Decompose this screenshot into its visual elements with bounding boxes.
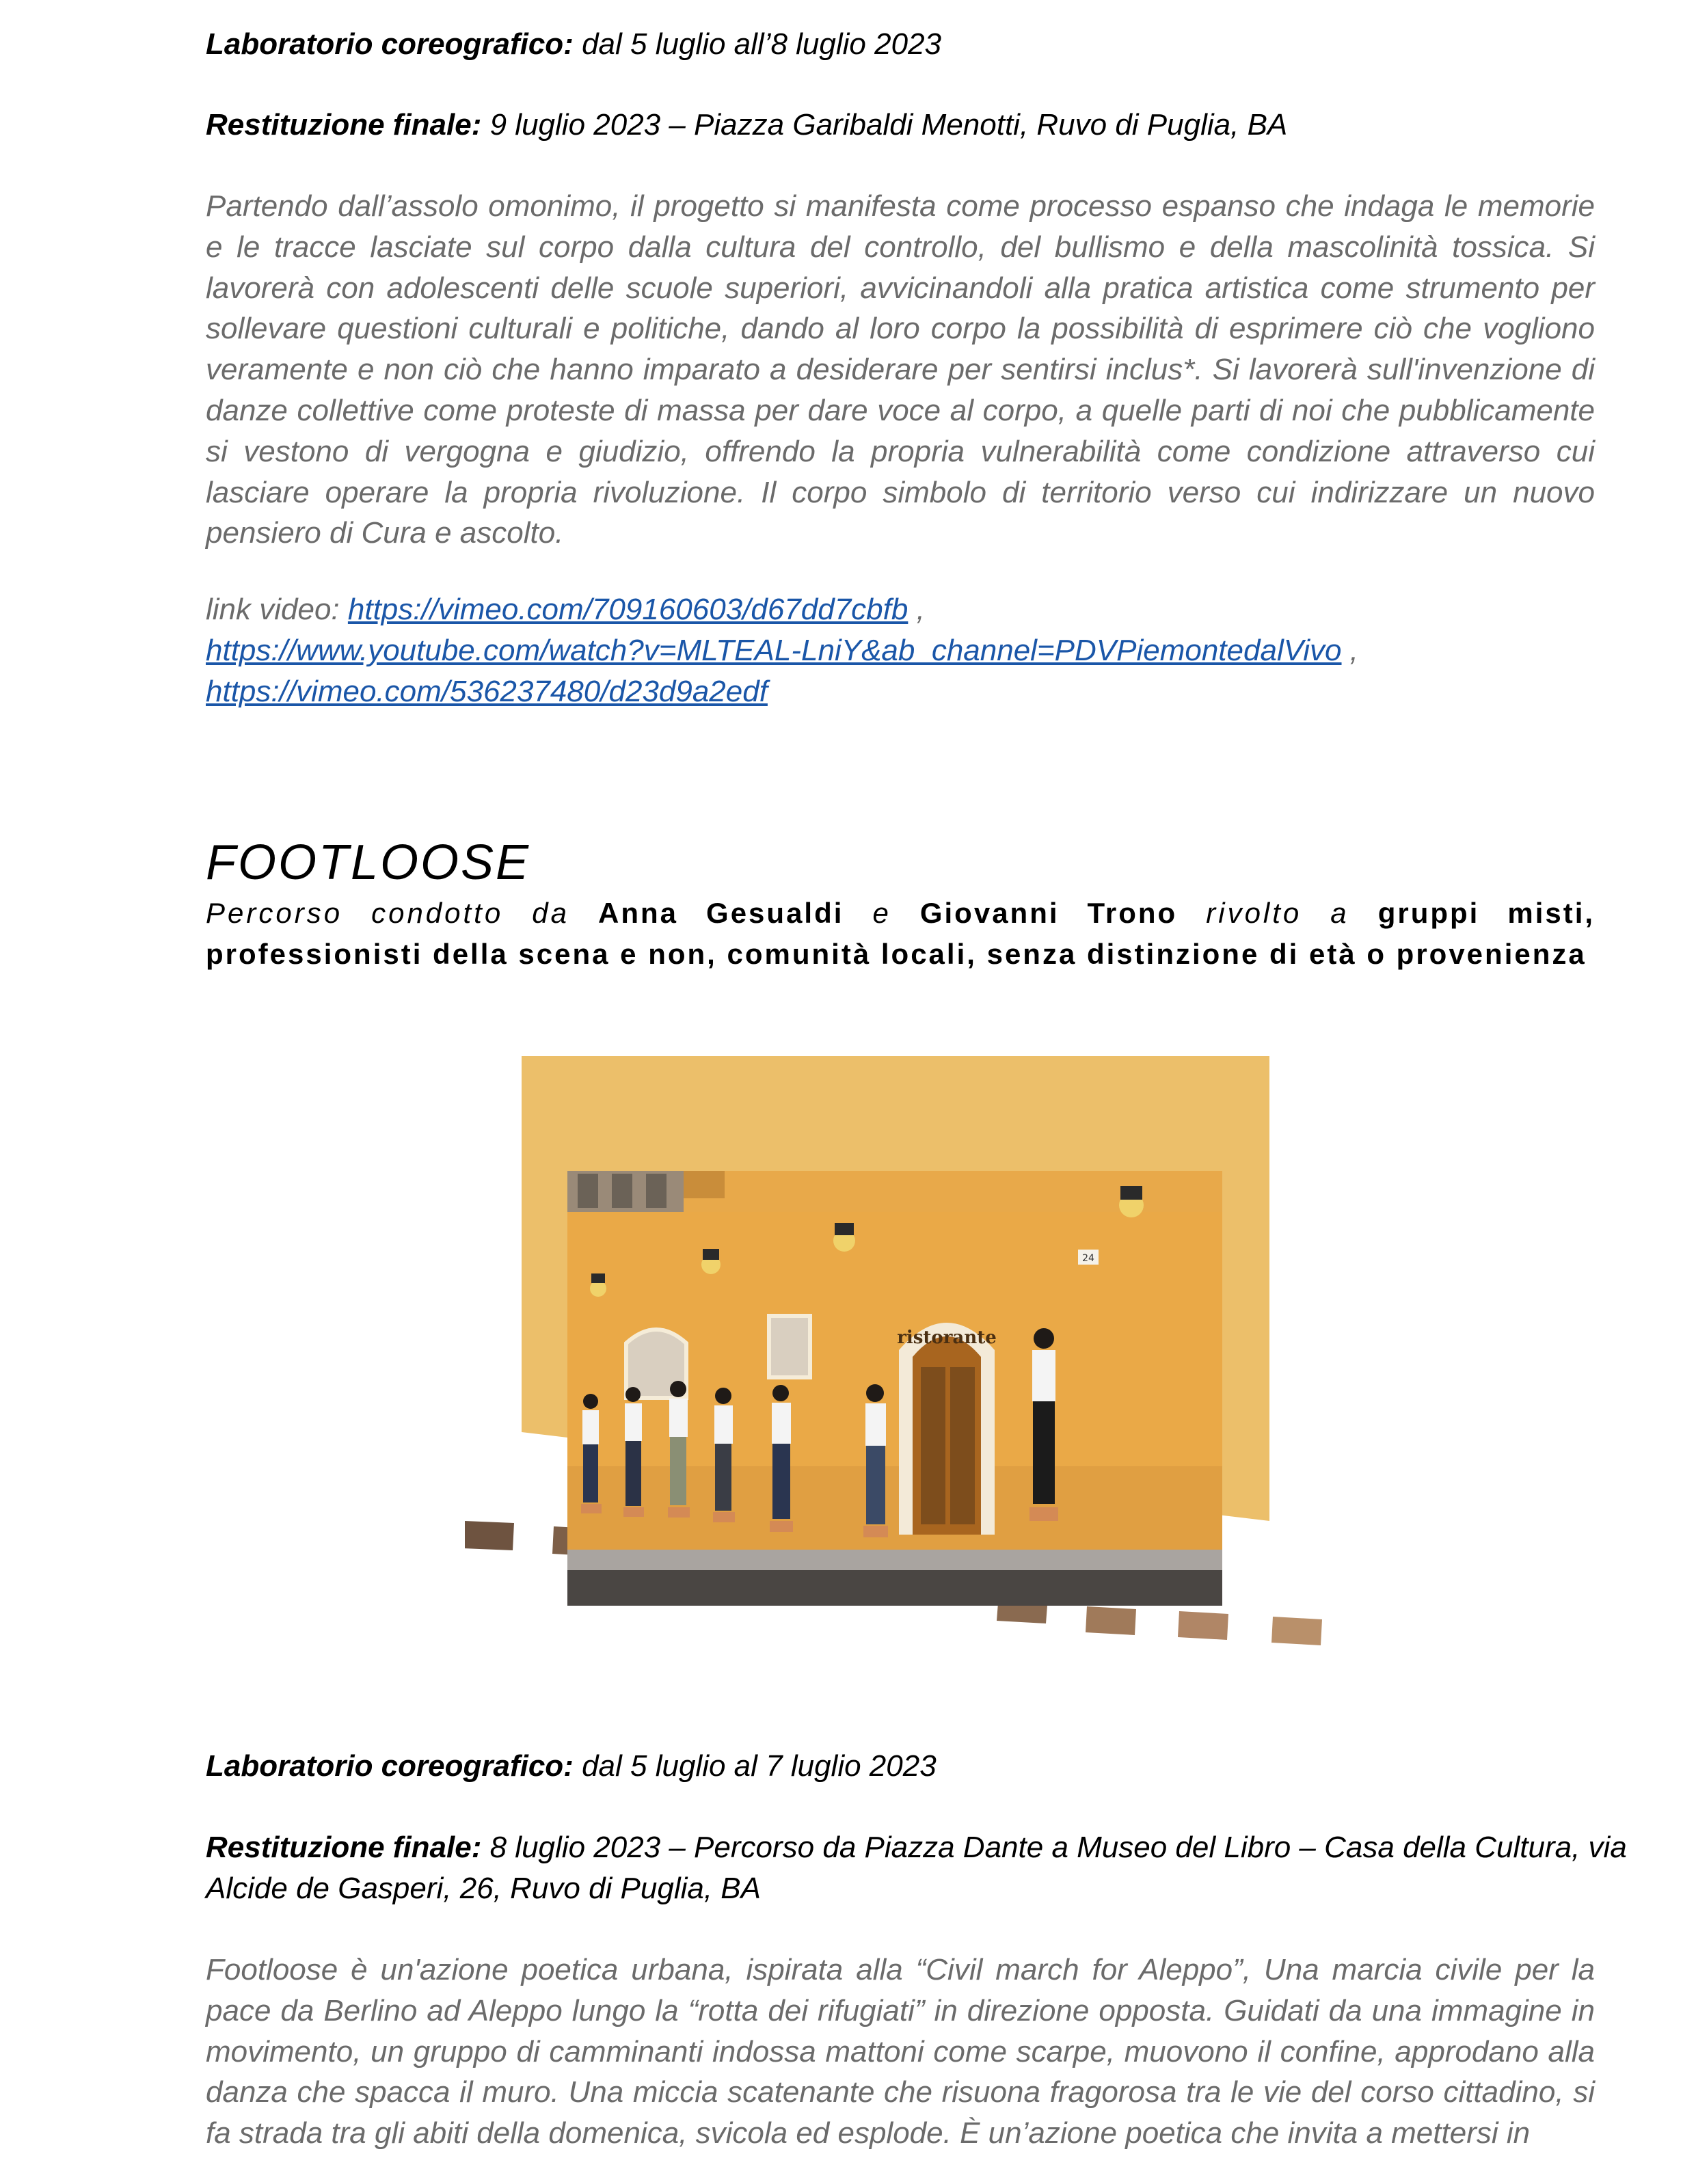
brick-dash xyxy=(1178,1611,1228,1640)
subtitle-and: e xyxy=(872,897,891,929)
link-separator: , xyxy=(908,593,925,626)
subtitle-intro: Percorso condotto da xyxy=(206,897,569,929)
final-label-1: Restituzione finale: xyxy=(206,108,482,141)
lab-text-1: dal 5 luglio all’8 luglio 2023 xyxy=(573,27,942,61)
section-title: FOOTLOOSE xyxy=(206,835,531,890)
lab-dates-2 xyxy=(206,1746,1595,1787)
target-audience-2: professionisti della scena e non, comunità locali, senza distinzione di età o provenienza xyxy=(206,938,1587,970)
brick-dash xyxy=(1086,1606,1136,1635)
house-number: 24 xyxy=(1082,1253,1094,1264)
final-show-1 xyxy=(206,105,1595,146)
video-link-1[interactable]: https://vimeo.com/709160603/d67dd7cbfb xyxy=(347,593,908,626)
lab-label-1: Laboratorio coreografico: xyxy=(206,27,574,61)
ristorante-sign: ristorante xyxy=(897,1327,997,1348)
photo-illustration xyxy=(465,1056,1354,1671)
brick-dash xyxy=(465,1521,514,1550)
street-photo xyxy=(567,1171,1222,1606)
video-link-3[interactable]: https://vimeo.com/536237480/d23d9a2edf xyxy=(206,675,768,708)
description-paragraph-2: Footloose è un'azione poetica urbana, ispirata alla “Civil march for Aleppo”, Una marcia civile per la pace da Berlino ad Aleppo lungo la “rotta dei rifugiati” in direzione opposta. Guidati da una immagine in movimento, un gruppo di camminanti indossa mattoni come scarpe, muovono il confine, approdano alla danza che spacca il muro. Una miccia scatenante che risuona fragorosa tra le vie del corso cittadino, si fa strada tra gli abiti della domenica, svicola ed esplode. È un’azione poetica che invita a mettersi in xyxy=(206,1953,1595,2151)
lab-text-2: dal 5 luglio al 7 luglio 2023 xyxy=(573,1749,937,1783)
description-paragraph-1: Partendo dall’assolo omonimo, il progetto si manifesta come processo espanso che indaga le memorie e le tracce lasciate sul corpo dalla cultura del controllo, del bullismo e della mascolinità tossica. Si lavorerà con adolescenti delle scuole superiori, avvicinandoli alla pratica artistica come strumento per sollevare questioni culturali e politiche, dando al loro corpo la possibilità di esprimere ciò che vogliono veramente e non ciò che hanno imparato a desiderare per sentirsi inclus*. Si lavorerà sull'invenzione di danze collettive come proteste di massa per dare voce al corpo, a quelle parti di noi che pubblicamente si vestono di vergogna e giudizio, offrendo la propria vulnerabilità come condizione attraverso cui lasciare operare la propria rivoluzione. Il corpo simbolo di territorio verso cui indirizzare un nuovo pensiero di Cura e ascolto. xyxy=(206,189,1595,550)
footloose-photo-collage xyxy=(465,1056,1354,1671)
final-show-2 xyxy=(206,1827,1627,1909)
video-link-2[interactable]: https://www.youtube.com/watch?v=MLTEAL-LniY&ab_channel=PDVPiemontedalVivo xyxy=(206,634,1342,667)
video-links-label: link video: xyxy=(206,593,348,626)
subtitle-target-intro: rivolto a xyxy=(1206,897,1349,929)
person-name-2: Giovanni Trono xyxy=(919,897,1178,929)
final-label-2: Restituzione finale: xyxy=(206,1831,482,1864)
link-separator: , xyxy=(1341,634,1358,667)
lab-dates-1 xyxy=(206,24,1595,65)
brick-dash xyxy=(1271,1617,1322,1645)
brick-dash xyxy=(997,1603,1047,1623)
video-links xyxy=(206,589,1595,712)
target-audience-1: gruppi misti, xyxy=(1377,897,1596,929)
lab-label-2: Laboratorio coreografico: xyxy=(206,1749,574,1783)
final-text-2a: 8 luglio 2023 – Percorso da Piazza Dante a Museo del Libro – Casa della Cultura, via xyxy=(481,1831,1627,1864)
person-name-1: Anna Gesualdi xyxy=(598,897,844,929)
final-text-2b: Alcide de Gasperi, 26, Ruvo di Puglia, BA xyxy=(206,1872,762,1905)
final-text-1: 9 luglio 2023 – Piazza Garibaldi Menotti, Ruvo di Puglia, BA xyxy=(481,108,1288,141)
section-subtitle xyxy=(206,893,1595,934)
